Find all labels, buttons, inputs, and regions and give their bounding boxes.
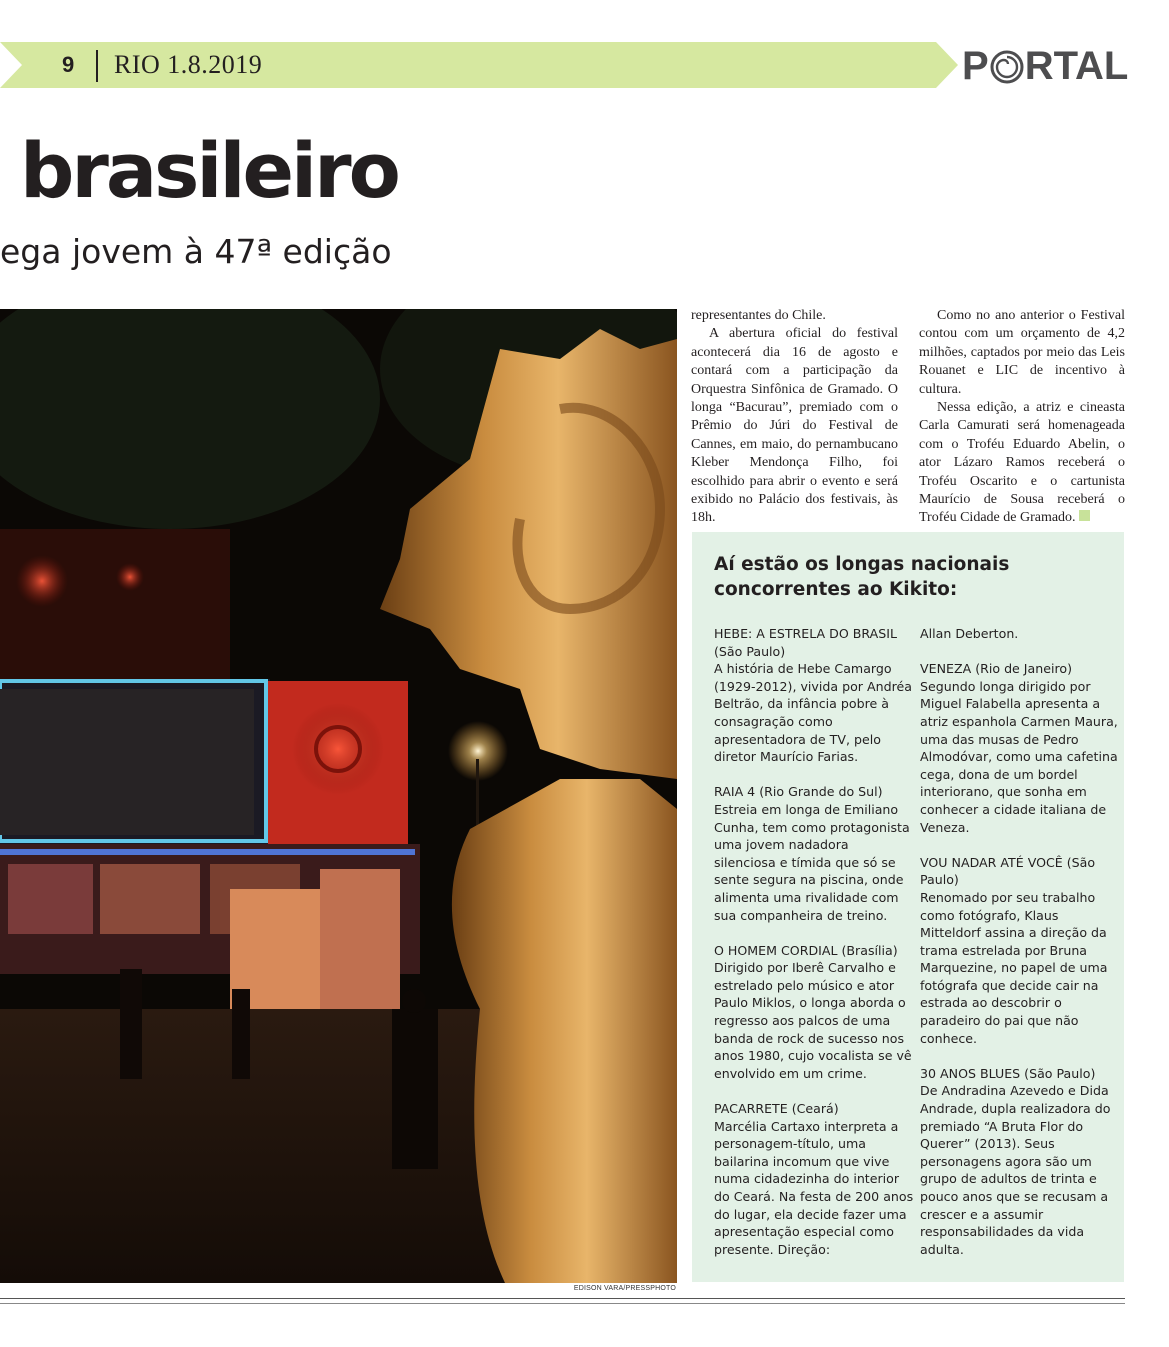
article-paragraph-text: Nessa edição, a atriz e cineasta Carla Camurati será homenageada com o Troféu Eduardo Abelin, o ator Lázaro Ramos receberá o Troféu Oscarito e o cartunista Maurício de Sousa receberá o Troféu Cidade de Gramado.: [919, 400, 1125, 526]
film-entry: [920, 1065, 1120, 1259]
film-description: Renomado por seu trabalho como fotógrafo, Klaus Mitteldorf assina a direção da trama estrelada por Bruna Marquezine, no papel de uma fotógrafa que decide cair na estrada ao descobrir o paradeiro do pai que não conhece.: [920, 889, 1108, 1046]
photo-credit: EDISON VARA/PRESSPHOTO: [573, 1285, 676, 1292]
film-description: A história de Hebe Camargo (1929-2012), vivida por Andréa Beltrão, da infância pobre à consagração como apresentadora de TV, pelo diretor Maurício Farias.: [714, 661, 912, 765]
bottom-rule: [0, 1303, 1125, 1304]
page-number: 9: [62, 52, 75, 77]
article-column-2: [919, 307, 1125, 528]
festival-photo: [0, 309, 677, 1283]
logo-text-left: P: [962, 43, 989, 88]
film-title: VENEZA (Rio de Janeiro): [920, 661, 1072, 677]
film-description: Estreia em longa de Emiliano Cunha, tem como protagonista uma jovem nadadora silenciosa e tímida que só se sente segura na piscina, onde alimenta uma rivalidade com sua companheira de treino.: [714, 801, 910, 923]
film-title: 30 ANOS BLUES (São Paulo): [920, 1065, 1096, 1081]
film-entry: [920, 625, 1120, 643]
film-entry: [714, 1100, 914, 1258]
film-entry: [714, 625, 914, 766]
film-description: Allan Deberton.: [920, 626, 1019, 641]
headline: brasileiro: [20, 126, 398, 215]
film-title: PACARRETE (Ceará): [714, 1101, 839, 1117]
film-title: HEBE: A ESTRELA DO BRASIL (São Paulo): [714, 626, 897, 659]
end-of-article-mark: [1079, 510, 1090, 521]
film-description: Segundo longa dirigido por Miguel Falabella apresenta a atriz espanhola Carmen Maura, uma das musas de Pedro Almodóvar, como uma cafetina cega, dona de um bordel interiorano, que sonha em conhecer a cidade italiana de Veneza.: [920, 678, 1118, 835]
logo-spiral-icon: [990, 49, 1024, 83]
films-sidebar: [692, 532, 1124, 1282]
article-paragraph: [919, 399, 1125, 528]
logo-text-right: RTAL: [1024, 43, 1129, 88]
portal-logo: [962, 44, 1128, 88]
sidebar-title: Aí estão os longas nacionais concorrentes ao Kikito:: [714, 554, 1010, 600]
film-description: De Andradina Azevedo e Dida Andrade, dupla realizadora do premiado “A Bruta Flor do Querer” (2013). Seus personagens agora são um grupo de adultos de trinta e pouco anos que se recusam a crescer e a assumir responsabilidades da vida adulta.: [920, 1083, 1111, 1257]
bottom-rule: [0, 1298, 1125, 1299]
edition-date: RIO 1.8.2019: [114, 50, 263, 79]
festival-photo-illustration: [0, 309, 677, 1283]
article-paragraph: A abertura oficial do festival acontecerá dia 16 de agosto e contará com a participação da Orquestra Sinfônica de Gramado. O longa “Bacurau”, premiado com o Prêmio do Júri do Festival de Cannes, em maio, do pernambucano Kleber Mendonça Filho, foi escolhido para abrir o evento e será exibido no Palácio dos festivais, às 18h.: [691, 326, 898, 526]
film-entry: [920, 660, 1120, 836]
article-paragraph: Como no ano anterior o Festival contou com um orçamento de 4,2 milhões, captados por meio das Leis Rouanet e LIC de incentivo à cultura.: [919, 308, 1125, 397]
film-description: Dirigido por Iberê Carvalho e estrelado pelo músico e ator Paulo Miklos, o longa aborda o regresso aos palcos de uma banda de rock de sucesso nos anos 1980, cujo vocalista se vê envolvido em um crime.: [714, 960, 912, 1081]
film-entry: [920, 854, 1120, 1048]
header-divider: [96, 50, 98, 82]
film-entry: [714, 942, 914, 1083]
article-column-1: [691, 307, 898, 528]
film-title: RAIA 4 (Rio Grande do Sul): [714, 784, 883, 800]
film-title: VOU NADAR ATÉ VOCÊ (São Paulo): [920, 854, 1096, 888]
sidebar-column-1: [714, 625, 914, 1276]
film-title: O HOMEM CORDIAL (Brasília): [714, 942, 898, 958]
subheadline: ega jovem à 47ª edição: [0, 232, 392, 271]
film-description: Marcélia Cartaxo interpreta a personagem-título, uma bailarina incomum que vive numa cidadezinha do interior do Ceará. Na festa de 200 anos do lugar, ela decide fazer uma apresentação especial como presente. Direção:: [714, 1118, 914, 1257]
film-entry: [714, 783, 914, 924]
article-paragraph: representantes do Chile.: [691, 308, 826, 323]
sidebar-column-2: [920, 625, 1120, 1276]
